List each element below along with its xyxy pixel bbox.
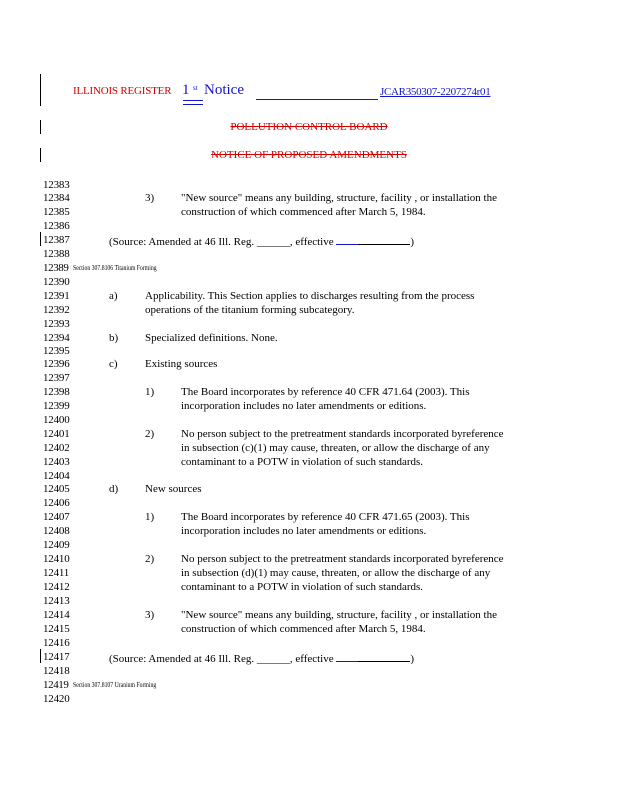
line-number: 12399 <box>43 400 70 412</box>
notice-number: 1 <box>182 82 190 98</box>
paragraph-line: contaminant to a POTW in violation of such standards. <box>181 581 424 593</box>
line-number: 12387 <box>43 234 70 246</box>
line-number: 12405 <box>43 483 70 495</box>
header-underline <box>256 99 378 100</box>
paragraph-line: incorporation includes no later amendments or editions. <box>181 400 427 412</box>
item-label: d) <box>109 483 119 495</box>
source-close: ) <box>410 653 415 665</box>
item-label: c) <box>109 358 118 370</box>
source-text: (Source: Amended at 46 Ill. Reg. ______, effective <box>109 653 334 665</box>
board-title: POLLUTION CONTROL BOARD <box>230 121 388 133</box>
paragraph-line: "New source" means any building, structure, facility , or installation the <box>181 192 497 204</box>
change-bar <box>40 232 41 246</box>
header-underline <box>183 104 203 105</box>
item-number: 2) <box>145 428 155 440</box>
line-number: 12388 <box>43 248 70 260</box>
line-number: 12394 <box>43 332 70 344</box>
paragraph-line: No person subject to the pretreatment standards incorporated byreference <box>181 428 504 440</box>
change-bar <box>40 74 41 106</box>
effective-blank <box>336 651 358 662</box>
notice-number-suffix: st <box>193 84 198 92</box>
item-label: b) <box>109 332 119 344</box>
item-number: 3) <box>145 192 155 204</box>
paragraph-line: Existing sources <box>145 358 218 370</box>
paragraph-line: The Board incorporates by reference 40 CFR 471.65 (2003). This <box>181 511 470 523</box>
item-number: 1) <box>145 511 155 523</box>
line-number: 12397 <box>43 372 70 384</box>
item-number: 2) <box>145 553 155 565</box>
line-number: 12385 <box>43 206 70 218</box>
item-label: a) <box>109 290 118 302</box>
paragraph-line: construction of which commenced after March 5, 1984. <box>181 206 426 218</box>
line-number: 12396 <box>43 358 70 370</box>
paragraph-line: No person subject to the pretreatment standards incorporated byreference <box>181 553 504 565</box>
line-number: 12412 <box>43 581 70 593</box>
line-number: 12391 <box>43 290 70 302</box>
line-number: 12420 <box>43 693 70 705</box>
paragraph-line: New sources <box>145 483 202 495</box>
effective-blank <box>358 651 410 662</box>
line-number: 12398 <box>43 386 70 398</box>
item-number: 3) <box>145 609 155 621</box>
line-number: 12414 <box>43 609 70 621</box>
paragraph-line: The Board incorporates by reference 40 CFR 471.64 (2003). This <box>181 386 470 398</box>
source-text: (Source: Amended at 46 Ill. Reg. ______, effective <box>109 236 334 248</box>
line-number: 12400 <box>43 414 70 426</box>
paragraph-line: in subsection (c)(1) may cause, threaten, or allow the discharge of any <box>181 442 490 454</box>
line-number: 12406 <box>43 497 70 509</box>
line-number: 12408 <box>43 525 70 537</box>
line-number: 12409 <box>43 539 70 551</box>
line-number: 12401 <box>43 428 70 440</box>
line-number: 12395 <box>43 345 70 357</box>
change-bar <box>40 649 41 663</box>
section-heading: Section 307.8107 Uranium Forming <box>73 681 157 689</box>
jcar-code: JCAR350307-2207274r01 <box>380 86 491 98</box>
effective-blank <box>358 234 410 245</box>
line-number: 12419 <box>43 679 69 691</box>
line-number: 12390 <box>43 276 70 288</box>
line-number: 12407 <box>43 511 70 523</box>
line-number: 12416 <box>43 637 70 649</box>
line-number: 12392 <box>43 304 70 316</box>
paragraph-line: incorporation includes no later amendments or editions. <box>181 525 427 537</box>
line-number: 12402 <box>43 442 70 454</box>
source-note <box>109 234 414 249</box>
line-number: 12411 <box>43 567 70 579</box>
register-header: ILLINOIS REGISTER <box>73 85 172 97</box>
line-number: 12404 <box>43 470 70 482</box>
item-number: 1) <box>145 386 155 398</box>
line-number: 12393 <box>43 318 70 330</box>
paragraph-line: construction of which commenced after March 5, 1984. <box>181 623 426 635</box>
source-note <box>109 651 414 666</box>
paragraph-line: "New source" means any building, structure, facility , or installation the <box>181 609 497 621</box>
section-heading: Section 307.8106 Titanium Forming <box>73 264 157 272</box>
paragraph-line: contaminant to a POTW in violation of such standards. <box>181 456 424 468</box>
line-number: 12386 <box>43 220 70 232</box>
line-number: 12418 <box>43 665 70 677</box>
notice-label: Notice <box>204 82 244 98</box>
paragraph-line: operations of the titanium forming subcategory. <box>145 304 355 316</box>
line-number: 12403 <box>43 456 70 468</box>
line-number: 12417 <box>43 651 70 663</box>
line-number: 12410 <box>43 553 70 565</box>
notice-title: NOTICE OF PROPOSED AMENDMENTS <box>211 149 407 161</box>
paragraph-line: Applicability. This Section applies to discharges resulting from the process <box>145 290 475 302</box>
line-number: 12413 <box>43 595 70 607</box>
paragraph-line: Specialized definitions. None. <box>145 332 278 344</box>
line-number: 12384 <box>43 192 70 204</box>
line-number: 12383 <box>43 179 70 191</box>
line-number: 12389 <box>43 262 69 274</box>
effective-blank <box>336 234 358 245</box>
line-number: 12415 <box>43 623 70 635</box>
paragraph-line: in subsection (d)(1) may cause, threaten, or allow the discharge of any <box>181 567 491 579</box>
source-close: ) <box>410 236 415 248</box>
header-underline <box>183 100 203 101</box>
